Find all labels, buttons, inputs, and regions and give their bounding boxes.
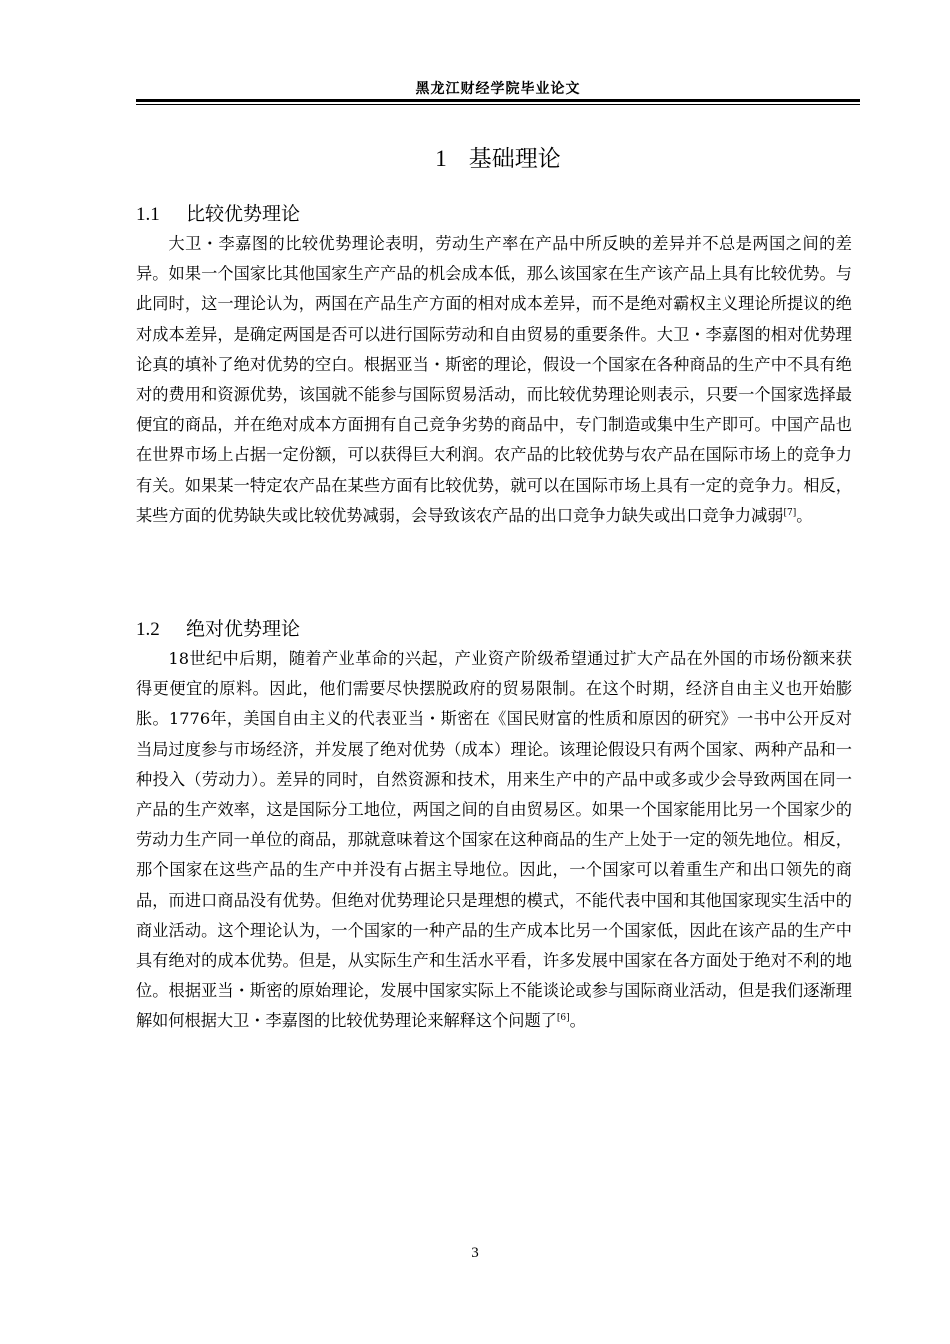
section-heading-1-1 [136,199,300,226]
header-rule-thin [136,104,860,105]
paragraph-end: 。 [569,1011,586,1031]
chapter-title: 基础理论 [468,146,561,172]
citation: [7] [783,507,797,518]
header-rule-thick [136,99,860,102]
chapter-number: 1 [435,146,447,171]
paragraph-text: 18世纪中后期，随着产业革命的兴起，产业资产阶级希望通过扩大产品在外国的市场份额来获得更便宜的原料。因此，他们需要尽快摆脱政府的贸易限制。在这个时期，经济自由主义也开始膨胀。1776年，美国自由主义的代表亚当・斯密在《国民财富的性质和原因的研究》一书中公开反对当局过度参与市场经济，并发展了绝对优势（成本）理论。该理论假设只有两个国家、两种产品和一种投入（劳动力）。差异的同时，自然资源和技术，用来生产中的产品中或多或少会导致两国在同一产品的生产效率，这是国际分工地位，两国之间的自由贸易区。如果一个国家能用比另一个国家少的劳动力生产同一单位的商品，那就意味着这个国家在这种商品的生产上处于一定的领先地位。相反，那个国家在这些产品的生产中并没有占据主导地位。因此，一个国家可以着重生产和出口领先的商品，而进口商品没有优势。但绝对优势理论只是理想的模式，不能代表中国和其他国家现实生活中的商业活动。这个理论认为，一个国家的一种产品的生产成本比另一个国家低，因此在该产品的生产中具有绝对的成本优势。但是，从实际生产和生活水平看，许多发展中国家在各方面处于绝对不利的地位。根据亚当・斯密的原始理论，发展中国家实际上不能谈论或参与国际商业活动，但是我们逐渐理解如何根据大卫・李嘉图的比较优势理论来解释这个问题了 [136,649,852,1031]
section-title: 绝对优势理论 [186,618,301,640]
page-number: 3 [471,1245,479,1261]
section-paragraph-1-2 [136,644,852,1037]
paragraph-text: 大卫・李嘉图的比较优势理论表明，劳动生产率在产品中所反映的差异并不总是两国之间的差异。如果一个国家比其他国家生产产品的机会成本低，那么该国家在生产该产品上具有比较优势。与此同时，这一理论认为，两国在产品生产方面的相对成本差异，而不是绝对霸权主义理论所提议的绝对成本差异，是确定两国是否可以进行国际劳动和自由贸易的重要条件。大卫・李嘉图的相对优势理论真的填补了绝对优势的空白。根据亚当・斯密的理论，假设一个国家在各种商品的生产中不具有绝对的费用和资源优势，该国就不能参与国际贸易活动，而比较优势理论则表示，只要一个国家选择最便宜的商品，并在绝对成本方面拥有自己竞争劣势的商品中，专门制造或集中生产即可。中国产品也在世界市场上占据一定份额，可以获得巨大利润。农产品的比较优势与农产品在国际市场上的竞争力有关。如果某一特定农产品在某些方面有比较优势，就可以在国际市场上具有一定的竞争力。相反，某些方面的优势缺失或比较优势减弱，会导致该农产品的出口竞争力缺失或出口竞争力减弱 [136,234,852,525]
citation: [6] [556,1013,570,1024]
chapter-heading [136,140,860,173]
section-number: 1.1 [136,204,160,225]
section-title: 比较优势理论 [186,203,301,225]
section-heading-1-2 [136,614,300,641]
section-paragraph-1-1 [136,229,852,531]
section-number: 1.2 [136,619,160,640]
paragraph-end: 。 [796,505,813,525]
running-header: 黑龙江财经学院毕业论文 [415,81,581,97]
